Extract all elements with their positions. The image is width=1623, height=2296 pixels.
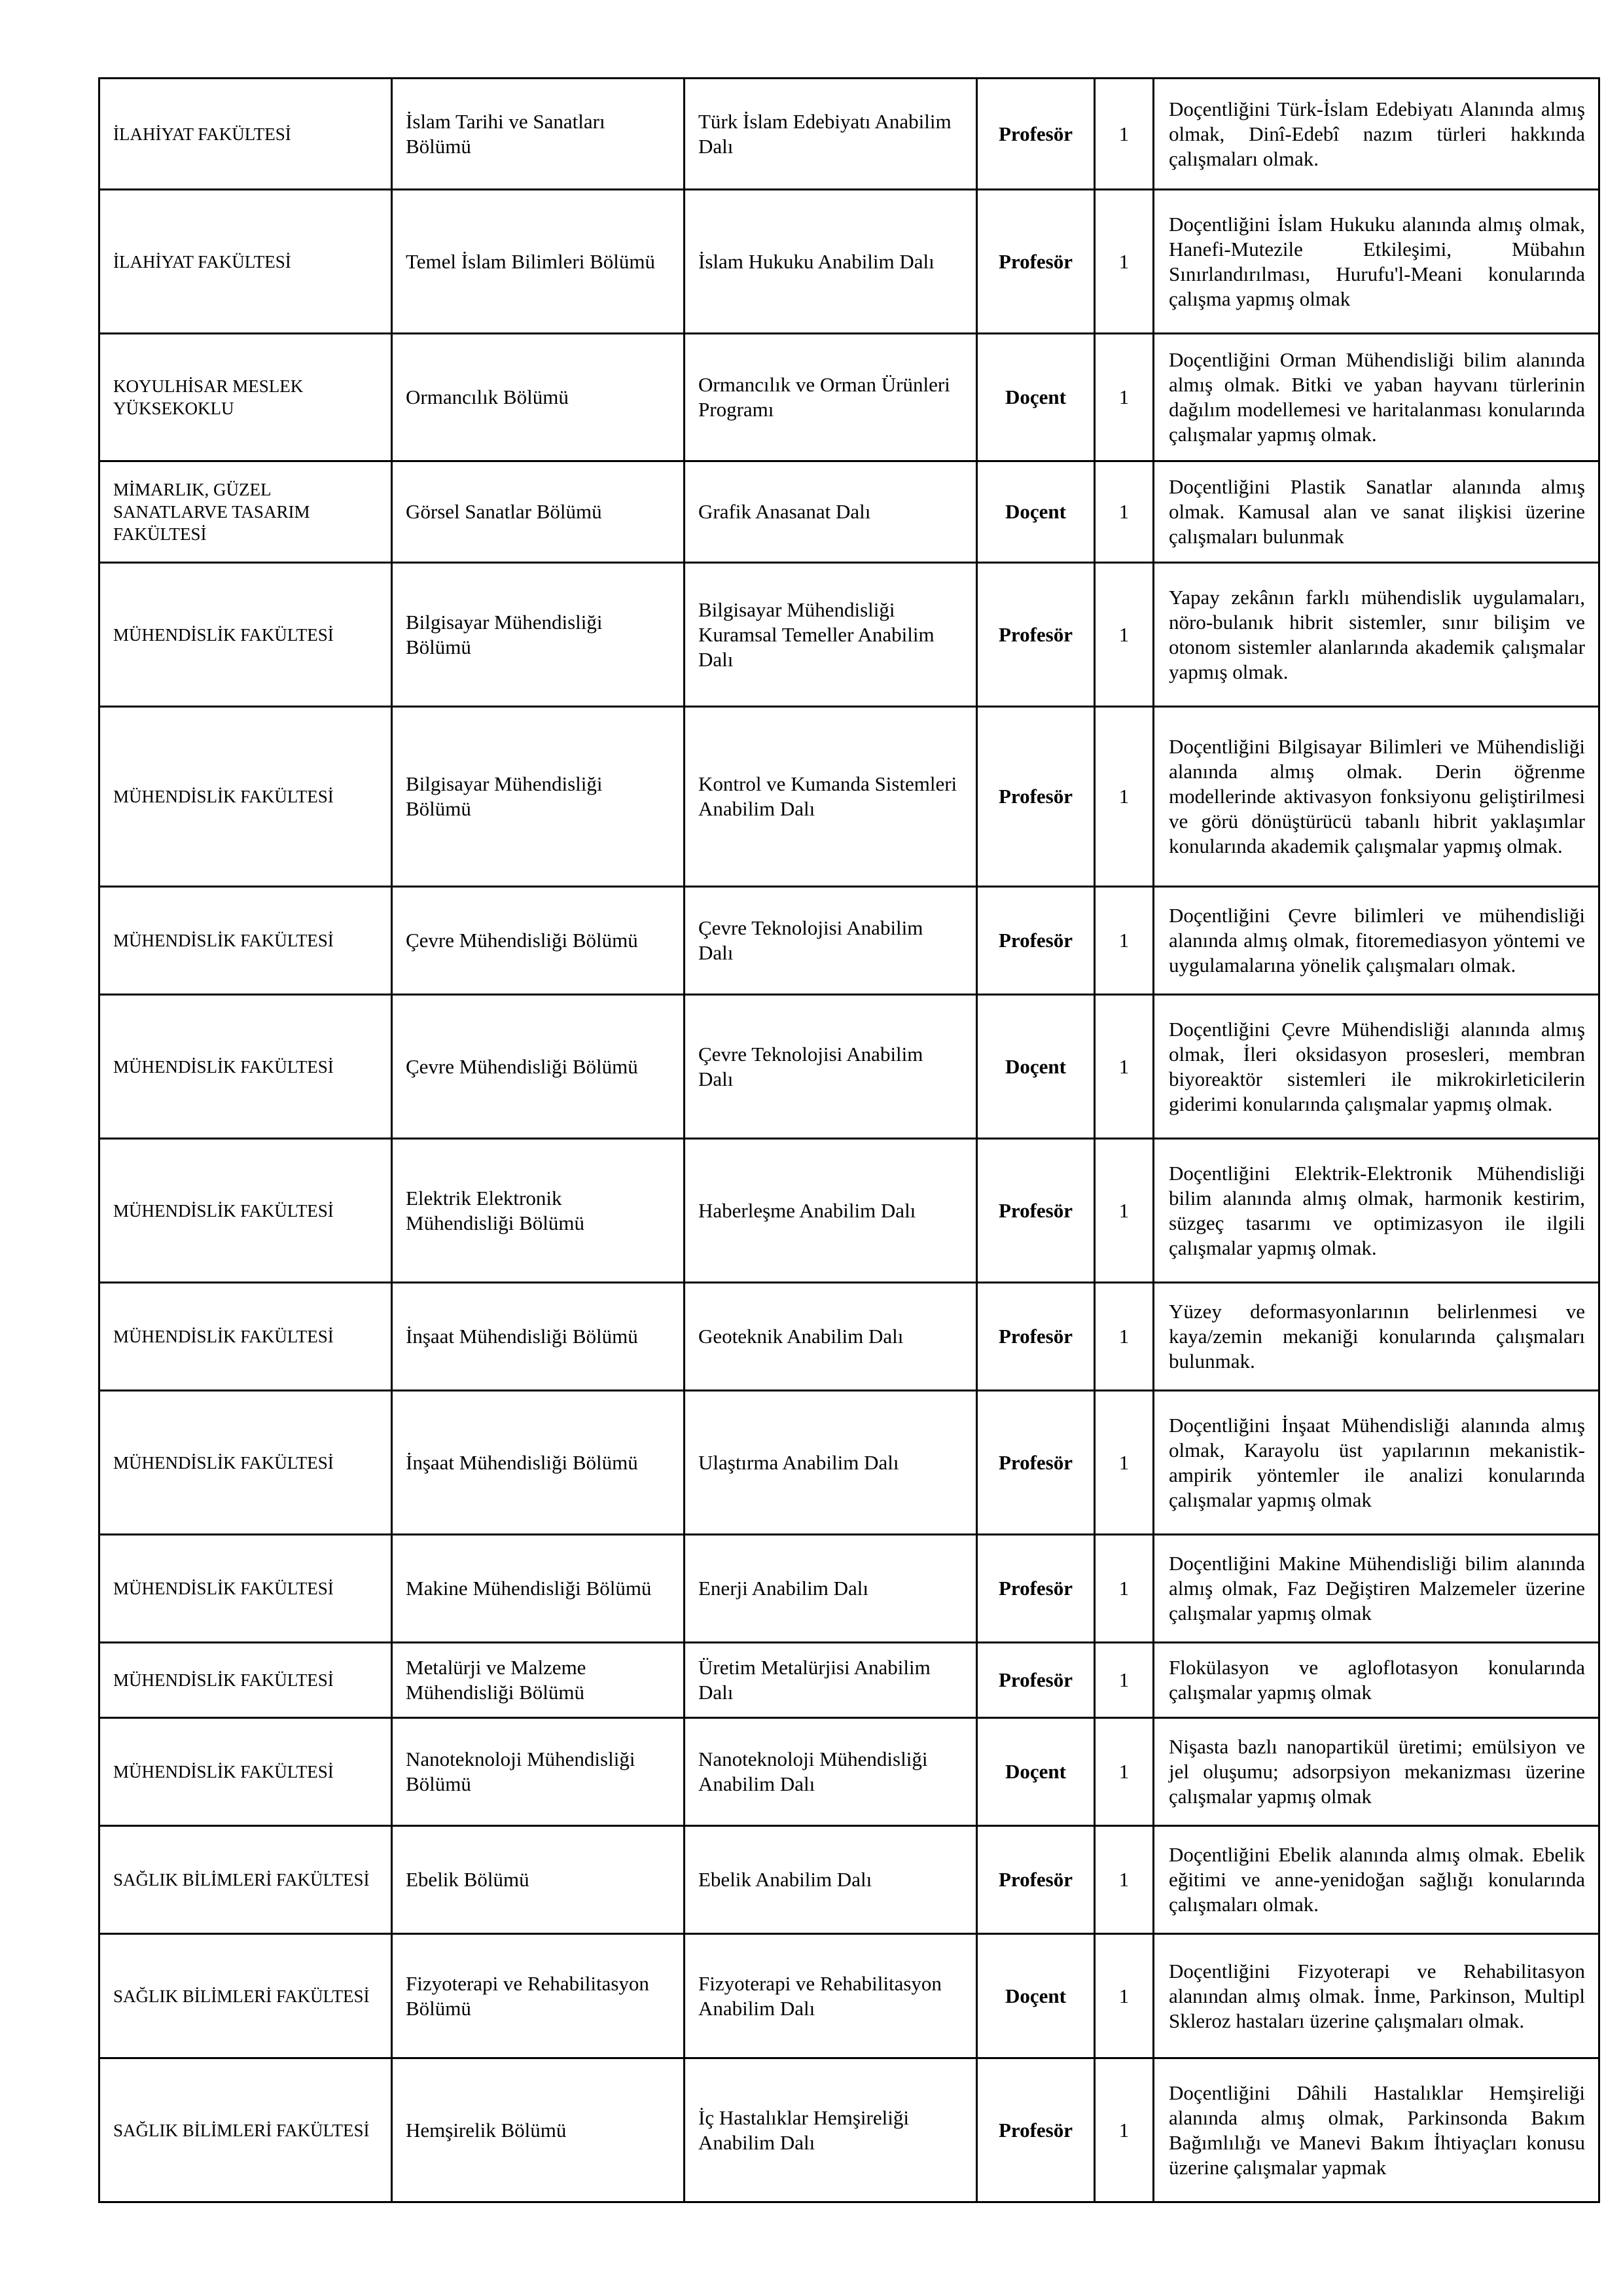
quota-cell: 1 bbox=[1095, 1391, 1154, 1535]
faculty-cell: İLAHİYAT FAKÜLTESİ bbox=[99, 79, 392, 190]
requirement-cell: Doçentliğini İnşaat Mühendisliği alanında almış olmak, Karayolu üst yapılarının mekanistik-ampirik yöntemler ile analizi konularında çalışmalar yapmış olmak bbox=[1154, 1391, 1599, 1535]
division-cell: Grafik Anasanat Dalı bbox=[685, 461, 977, 563]
requirement-cell: Doçentliğini Çevre bilimleri ve mühendisliği alanında almış olmak, fitoremediasyon yöntemi ve uygulamalarına yönelik çalışmaları olmak. bbox=[1154, 887, 1599, 995]
department-cell: Temel İslam Bilimleri Bölümü bbox=[392, 190, 685, 334]
table-row bbox=[99, 887, 1599, 995]
department-cell: Hemşirelik Bölümü bbox=[392, 2058, 685, 2202]
department-cell: Çevre Mühendisliği Bölümü bbox=[392, 887, 685, 995]
department-cell: Metalürji ve Malzeme Mühendisliği Bölümü bbox=[392, 1643, 685, 1718]
division-cell: Ormancılık ve Orman Ürünleri Programı bbox=[685, 334, 977, 461]
division-cell: Çevre Teknolojisi Anabilim Dalı bbox=[685, 995, 977, 1139]
quota-cell: 1 bbox=[1095, 1535, 1154, 1643]
title-cell: Doçent bbox=[977, 334, 1095, 461]
table-row bbox=[99, 1826, 1599, 1934]
division-cell: Türk İslam Edebiyatı Anabilim Dalı bbox=[685, 79, 977, 190]
division-cell: Ulaştırma Anabilim Dalı bbox=[685, 1391, 977, 1535]
faculty-cell: MÜHENDİSLİK FAKÜLTESİ bbox=[99, 995, 392, 1139]
quota-cell: 1 bbox=[1095, 461, 1154, 563]
faculty-cell: MÜHENDİSLİK FAKÜLTESİ bbox=[99, 707, 392, 887]
quota-cell: 1 bbox=[1095, 1826, 1154, 1934]
department-cell: İnşaat Mühendisliği Bölümü bbox=[392, 1391, 685, 1535]
table-row bbox=[99, 2058, 1599, 2202]
department-cell: Görsel Sanatlar Bölümü bbox=[392, 461, 685, 563]
title-cell: Profesör bbox=[977, 190, 1095, 334]
division-cell: Ebelik Anabilim Dalı bbox=[685, 1826, 977, 1934]
title-cell: Doçent bbox=[977, 1934, 1095, 2058]
requirement-cell: Yapay zekânın farklı mühendislik uygulamaları, nöro-bulanık hibrit sistemler, sınır bilişim ve otonom sistemler alanlarında akademik çalışmalar yapmış olmak. bbox=[1154, 563, 1599, 707]
requirement-cell: Doçentliğini Elektrik-Elektronik Mühendisliği bilim alanında almış olmak, harmonik kestirim, süzgeç tasarımı ve optimizasyon ile ilgili çalışmalar yapmış olmak. bbox=[1154, 1139, 1599, 1283]
department-cell: Çevre Mühendisliği Bölümü bbox=[392, 995, 685, 1139]
title-cell: Profesör bbox=[977, 1826, 1095, 1934]
quota-cell: 1 bbox=[1095, 563, 1154, 707]
division-cell: Çevre Teknolojisi Anabilim Dalı bbox=[685, 887, 977, 995]
title-cell: Doçent bbox=[977, 461, 1095, 563]
division-cell: Kontrol ve Kumanda Sistemleri Anabilim Dalı bbox=[685, 707, 977, 887]
table-row bbox=[99, 563, 1599, 707]
requirement-cell: Doçentliğini Orman Mühendisliği bilim alanında almış olmak. Bitki ve yaban hayvanı türlerinin dağılım modellemesi ve haritalanması konularında çalışmalar yapmış olmak. bbox=[1154, 334, 1599, 461]
requirement-cell: Yüzey deformasyonlarının belirlenmesi ve kaya/zemin mekaniği konularında çalışmaları bulunmak. bbox=[1154, 1283, 1599, 1391]
requirement-cell: Doçentliğini Plastik Sanatlar alanında almış olmak. Kamusal alan ve sanat ilişkisi üzerine çalışmaları bulunmak bbox=[1154, 461, 1599, 563]
department-cell: İnşaat Mühendisliği Bölümü bbox=[392, 1283, 685, 1391]
table-row bbox=[99, 79, 1599, 190]
faculty-cell: MÜHENDİSLİK FAKÜLTESİ bbox=[99, 1391, 392, 1535]
department-cell: İslam Tarihi ve Sanatları Bölümü bbox=[392, 79, 685, 190]
division-cell: Üretim Metalürjisi Anabilim Dalı bbox=[685, 1643, 977, 1718]
table-row bbox=[99, 1934, 1599, 2058]
division-cell: Bilgisayar Mühendisliği Kuramsal Temeller Anabilim Dalı bbox=[685, 563, 977, 707]
faculty-cell: MİMARLIK, GÜZEL SANATLARVE TASARIM FAKÜLTESİ bbox=[99, 461, 392, 563]
faculty-cell: MÜHENDİSLİK FAKÜLTESİ bbox=[99, 887, 392, 995]
quota-cell: 1 bbox=[1095, 1283, 1154, 1391]
faculty-positions-table bbox=[98, 77, 1600, 2203]
quota-cell: 1 bbox=[1095, 334, 1154, 461]
department-cell: Nanoteknoloji Mühendisliği Bölümü bbox=[392, 1718, 685, 1826]
division-cell: Haberleşme Anabilim Dalı bbox=[685, 1139, 977, 1283]
quota-cell: 1 bbox=[1095, 1139, 1154, 1283]
table-row bbox=[99, 1718, 1599, 1826]
table-row bbox=[99, 334, 1599, 461]
faculty-cell: MÜHENDİSLİK FAKÜLTESİ bbox=[99, 563, 392, 707]
title-cell: Profesör bbox=[977, 563, 1095, 707]
table-row bbox=[99, 707, 1599, 887]
faculty-cell: MÜHENDİSLİK FAKÜLTESİ bbox=[99, 1535, 392, 1643]
requirement-cell: Doçentliğini Fizyoterapi ve Rehabilitasyon alanından almış olmak. İnme, Parkinson, Multipl Skleroz hastaları üzerine çalışmaları olmak. bbox=[1154, 1934, 1599, 2058]
requirement-cell: Nişasta bazlı nanopartikül üretimi; emülsiyon ve jel oluşumu; adsorpsiyon mekanizması üzerine çalışmalar yapmış olmak bbox=[1154, 1718, 1599, 1826]
quota-cell: 1 bbox=[1095, 707, 1154, 887]
division-cell: İç Hastalıklar Hemşireliği Anabilim Dalı bbox=[685, 2058, 977, 2202]
title-cell: Doçent bbox=[977, 995, 1095, 1139]
department-cell: Bilgisayar Mühendisliği Bölümü bbox=[392, 707, 685, 887]
table-row bbox=[99, 461, 1599, 563]
department-cell: Bilgisayar Mühendisliği Bölümü bbox=[392, 563, 685, 707]
quota-cell: 1 bbox=[1095, 1934, 1154, 2058]
requirement-cell: Doçentliğini İslam Hukuku alanında almış olmak, Hanefi-Mutezile Etkileşimi, Mübahın Sınırlandırılması, Hurufu'l-Meani konularında çalışma yapmış olmak bbox=[1154, 190, 1599, 334]
quota-cell: 1 bbox=[1095, 1643, 1154, 1718]
title-cell: Profesör bbox=[977, 887, 1095, 995]
faculty-cell: SAĞLIK BİLİMLERİ FAKÜLTESİ bbox=[99, 1826, 392, 1934]
division-cell: İslam Hukuku Anabilim Dalı bbox=[685, 190, 977, 334]
table-row bbox=[99, 1643, 1599, 1718]
requirement-cell: Doçentliğini Ebelik alanında almış olmak. Ebelik eğitimi ve anne-yenidoğan sağlığı konularında çalışmaları olmak. bbox=[1154, 1826, 1599, 1934]
department-cell: Ebelik Bölümü bbox=[392, 1826, 685, 1934]
title-cell: Profesör bbox=[977, 707, 1095, 887]
department-cell: Makine Mühendisliği Bölümü bbox=[392, 1535, 685, 1643]
quota-cell: 1 bbox=[1095, 1718, 1154, 1826]
requirement-cell: Doçentliğini Bilgisayar Bilimleri ve Mühendisliği alanında almış olmak. Derin öğrenme modellerinde aktivasyon fonksiyonu geliştirilmesi ve görü dönüştürücü tabanlı hibrit yaklaşımlar konularında akademik çalışmalar yapmış olmak. bbox=[1154, 707, 1599, 887]
department-cell: Elektrik Elektronik Mühendisliği Bölümü bbox=[392, 1139, 685, 1283]
faculty-cell: İLAHİYAT FAKÜLTESİ bbox=[99, 190, 392, 334]
title-cell: Profesör bbox=[977, 79, 1095, 190]
title-cell: Profesör bbox=[977, 1535, 1095, 1643]
faculty-cell: MÜHENDİSLİK FAKÜLTESİ bbox=[99, 1643, 392, 1718]
quota-cell: 1 bbox=[1095, 995, 1154, 1139]
faculty-cell: MÜHENDİSLİK FAKÜLTESİ bbox=[99, 1283, 392, 1391]
faculty-cell: SAĞLIK BİLİMLERİ FAKÜLTESİ bbox=[99, 1934, 392, 2058]
faculty-cell: MÜHENDİSLİK FAKÜLTESİ bbox=[99, 1139, 392, 1283]
department-cell: Ormancılık Bölümü bbox=[392, 334, 685, 461]
quota-cell: 1 bbox=[1095, 887, 1154, 995]
title-cell: Profesör bbox=[977, 2058, 1095, 2202]
table-row bbox=[99, 1535, 1599, 1643]
table-row bbox=[99, 1391, 1599, 1535]
faculty-cell: MÜHENDİSLİK FAKÜLTESİ bbox=[99, 1718, 392, 1826]
table-row bbox=[99, 1139, 1599, 1283]
table-row bbox=[99, 1283, 1599, 1391]
department-cell: Fizyoterapi ve Rehabilitasyon Bölümü bbox=[392, 1934, 685, 2058]
title-cell: Profesör bbox=[977, 1391, 1095, 1535]
faculty-cell: KOYULHİSAR MESLEK YÜKSEKOKLU bbox=[99, 334, 392, 461]
requirement-cell: Doçentliğini Dâhili Hastalıklar Hemşireliği alanında almış olmak, Parkinsonda Bakım Bağımlılığı ve Manevi Bakım İhtiyaçları konusu üzerine çalışmalar yapmak bbox=[1154, 2058, 1599, 2202]
title-cell: Profesör bbox=[977, 1643, 1095, 1718]
quota-cell: 1 bbox=[1095, 79, 1154, 190]
table-body bbox=[99, 79, 1599, 2202]
requirement-cell: Doçentliğini Türk-İslam Edebiyatı Alanında almış olmak, Dinî-Edebî nazım türleri hakkında çalışmaları olmak. bbox=[1154, 79, 1599, 190]
quota-cell: 1 bbox=[1095, 190, 1154, 334]
requirement-cell: Flokülasyon ve agloflotasyon konularında çalışmalar yapmış olmak bbox=[1154, 1643, 1599, 1718]
faculty-cell: SAĞLIK BİLİMLERİ FAKÜLTESİ bbox=[99, 2058, 392, 2202]
requirement-cell: Doçentliğini Çevre Mühendisliği alanında almış olmak, İleri oksidasyon prosesleri, membran biyoreaktör sistemleri ile mikrokirleticilerin giderimi konularında çalışmalar yapmış olmak. bbox=[1154, 995, 1599, 1139]
title-cell: Profesör bbox=[977, 1283, 1095, 1391]
division-cell: Enerji Anabilim Dalı bbox=[685, 1535, 977, 1643]
quota-cell: 1 bbox=[1095, 2058, 1154, 2202]
table-row bbox=[99, 995, 1599, 1139]
title-cell: Doçent bbox=[977, 1718, 1095, 1826]
division-cell: Fizyoterapi ve Rehabilitasyon Anabilim Dalı bbox=[685, 1934, 977, 2058]
division-cell: Nanoteknoloji Mühendisliği Anabilim Dalı bbox=[685, 1718, 977, 1826]
table-row bbox=[99, 190, 1599, 334]
division-cell: Geoteknik Anabilim Dalı bbox=[685, 1283, 977, 1391]
requirement-cell: Doçentliğini Makine Mühendisliği bilim alanında almış olmak, Faz Değiştiren Malzemeler üzerine çalışmalar yapmış olmak bbox=[1154, 1535, 1599, 1643]
title-cell: Profesör bbox=[977, 1139, 1095, 1283]
